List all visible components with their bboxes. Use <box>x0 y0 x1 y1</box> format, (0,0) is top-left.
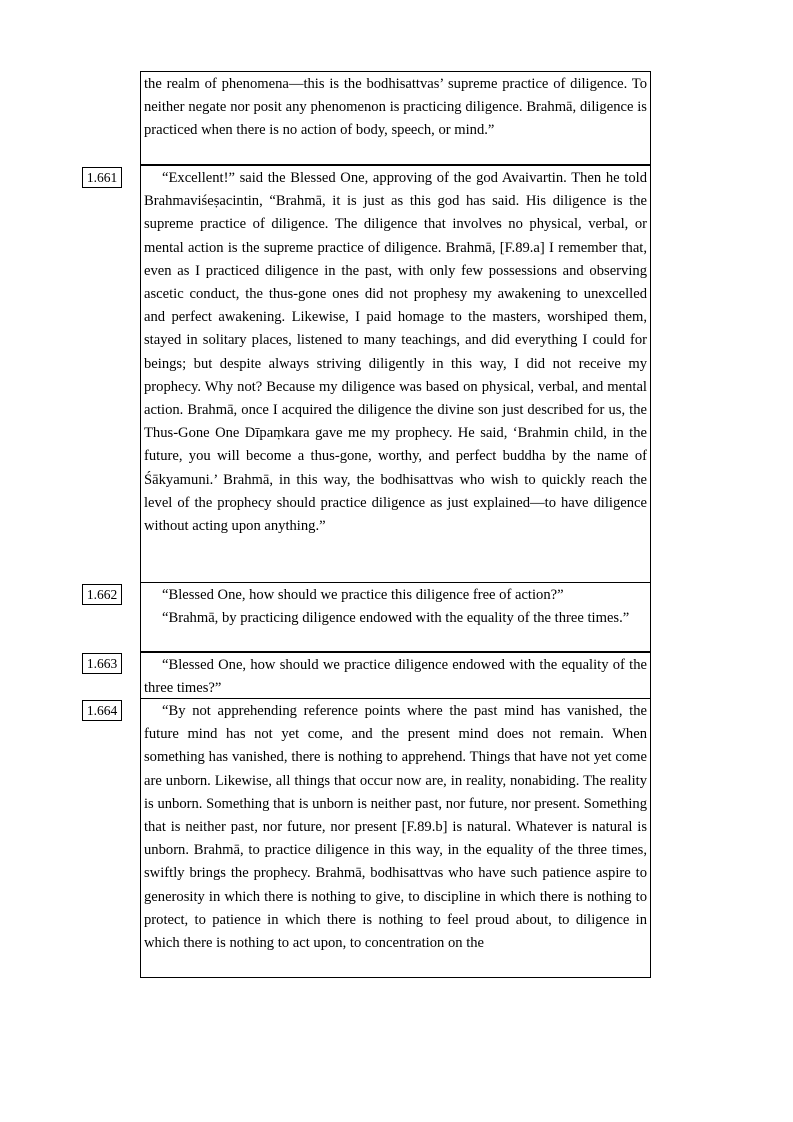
text-block-1664 <box>140 698 651 978</box>
paragraph: “Excellent!” said the Blessed One, approving of the god Avaivartin. Then he told Brahmaviśeṣacintin, “Brahmā, it is just as this god has said. His diligence is the supreme practice of diligence. The diligence that involves no physical, verbal, or mental action is the supreme practice of diligence. Brahmā, [F.89.a] I remember that, even as I practiced diligence in the past, with only few possessions and observing ascetic conduct, the thus-gone ones did not prophesy my awakening to unexcelled and perfect awakening. Likewise, I paid homage to the masters, worshiped them, stayed in solitary places, listened to many teachings, and did everything I could for beings; but despite always striving diligently in this way, I did not receive my prophecy. Why not? Because my diligence was based on physical, verbal, and mental action. Brahmā, once I acquired the diligence the divine son just described for us, the Thus-Gone One Dīpaṃkara gave me my prophecy. He said, ‘Brahmin child, in the future, you will become a thus-gone, worthy, and perfect buddha by the name of Śākyamuni.’ Brahmā, in this way, the bodhisattvas who wish to quickly reach the level of the prophecy should practice diligence as just explained—to have diligence without acting upon anything.” <box>144 170 647 535</box>
text-block-continuation <box>140 71 651 165</box>
paragraph: “Blessed One, how should we practice diligence endowed with the equality of the three times?” <box>144 657 647 697</box>
paragraph: “By not apprehending reference points where the past mind has vanished, the future mind has not yet come, and the present mind does not remain. When something has vanished, there is nothing to apprehend. Things that have not yet come are unborn. Likewise, all things that occur now are, in reality, nonabiding. The reality is unborn. Something that is unborn is neither past, nor future, nor present. Something that is neither past, nor future, nor present [F.89.b] is natural. Whatever is natural is unborn. Brahmā, to practice diligence in this way, in the equality of the three times, swiftly brings the prophecy. Brahmā, bodhisattvas who have such patience aspire to generosity in which there is nothing to give, to discipline in which there is nothing to protect, to patience in which there is nothing to feel proud about, to diligence in which there is nothing to act upon, to concentration on the <box>144 703 647 952</box>
paragraph-number: 1.662 <box>82 584 122 605</box>
text-block-1662 <box>140 582 651 652</box>
paragraph: the realm of phenomena—this is the bodhisattvas’ supreme practice of diligence. To neither negate nor posit any phenomenon is practicing diligence. Brahmā, diligence is practiced when there is no action of body, speech, or mind.” <box>144 76 647 139</box>
paragraph-number: 1.664 <box>82 700 122 721</box>
paragraph-number: 1.661 <box>82 167 122 188</box>
text-block-1661 <box>140 165 651 583</box>
paragraph: “Brahmā, by practicing diligence endowed with the equality of the three times.” <box>162 610 630 627</box>
paragraph: “Blessed One, how should we practice this diligence free of action?” <box>162 587 564 603</box>
text-block-1663 <box>140 652 651 699</box>
paragraph-number: 1.663 <box>82 653 122 674</box>
